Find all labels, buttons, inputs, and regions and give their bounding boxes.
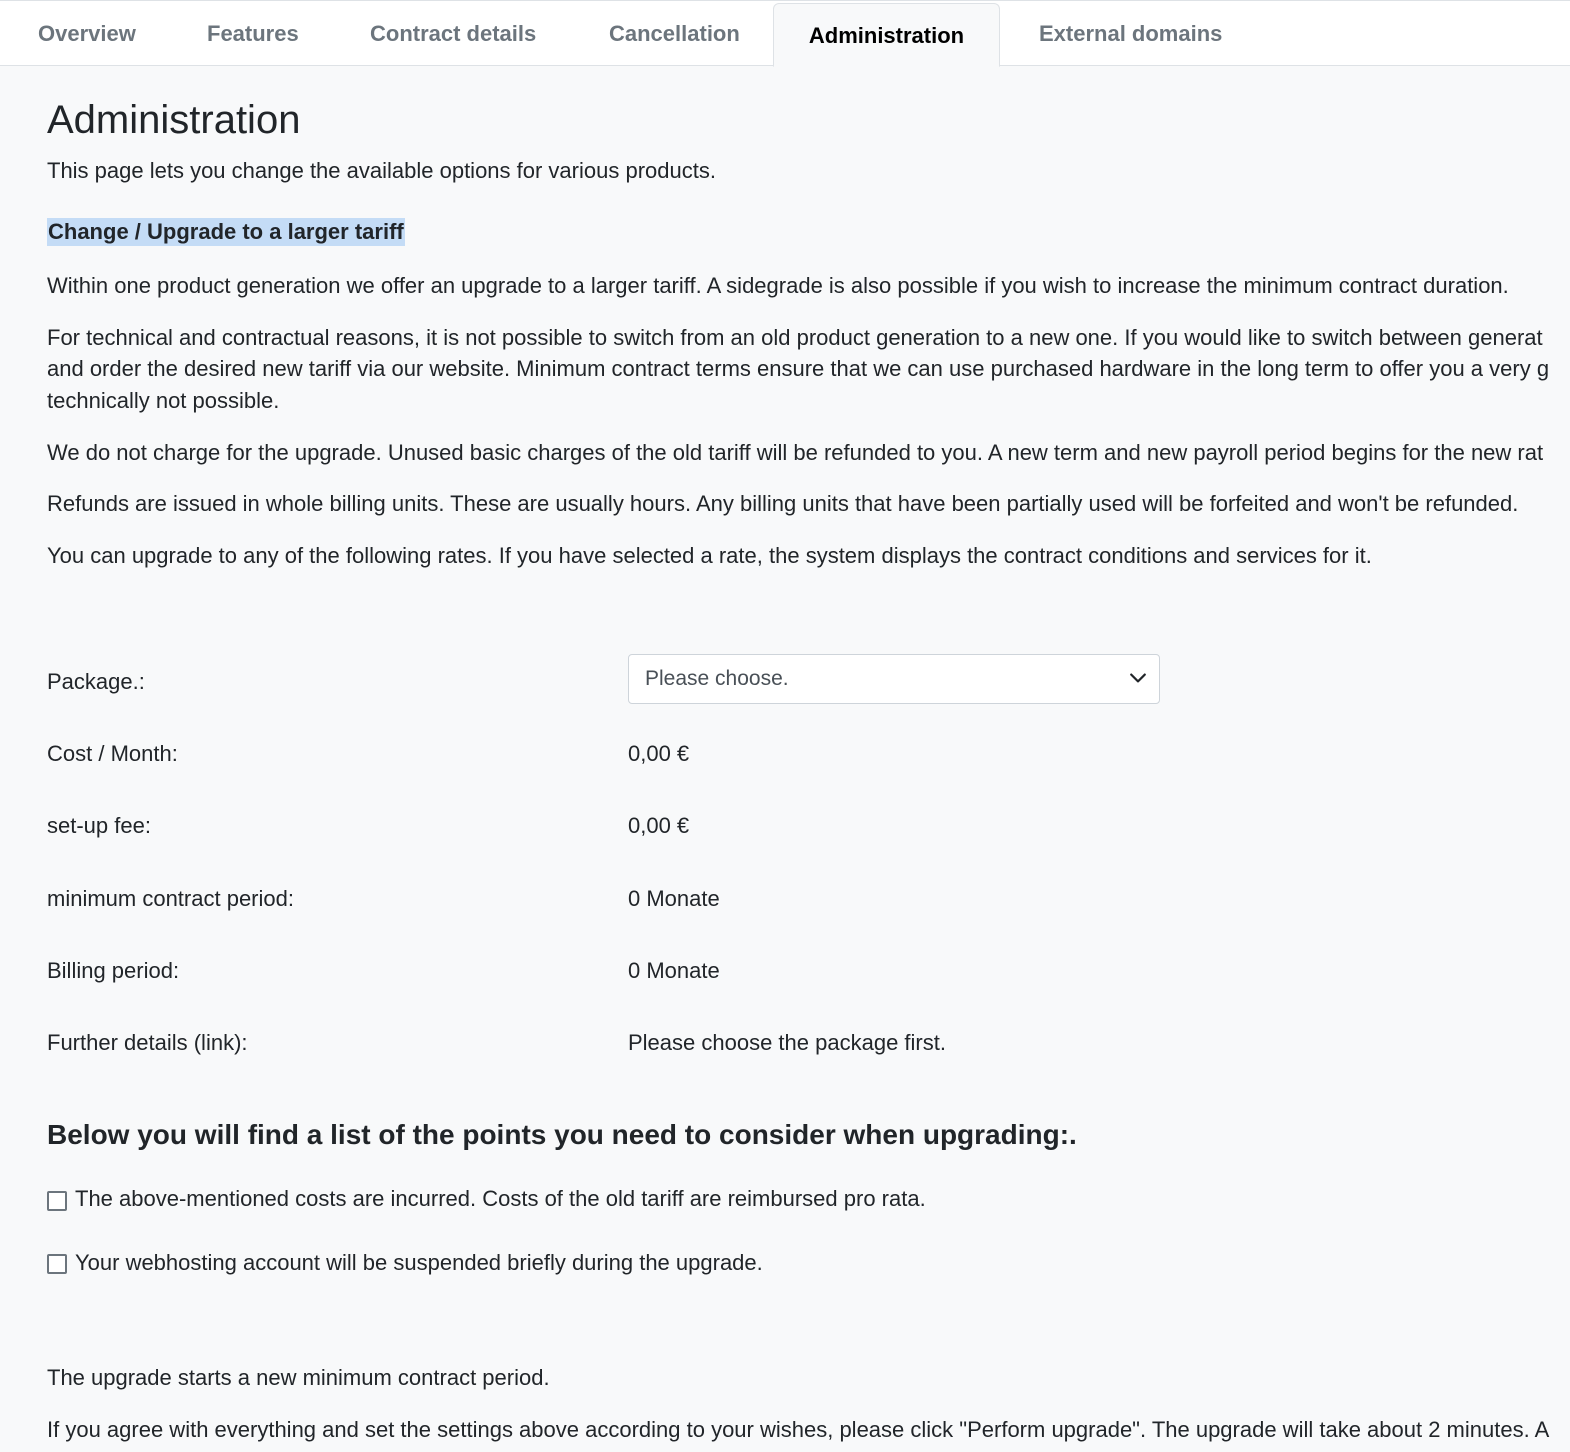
tab-administration[interactable]: Administration — [773, 3, 1000, 67]
consideration-costs-label[interactable]: The above-mentioned costs are incurred. Costs of the old tariff are reimbursed pro rata. — [75, 1186, 926, 1211]
page-title: Administration — [47, 98, 301, 142]
paragraph-upgrade-info: Within one product generation we offer an upgrade to a larger tariff. A sidegrade is also possible if you wish to increase the minimum contract duration. — [47, 273, 1509, 298]
cost-value: 0,00 € — [628, 741, 690, 766]
setup-fee-value: 0,00 € — [628, 813, 690, 838]
billing-period-label: Billing period: — [47, 958, 180, 983]
tab-bar — [0, 0, 1570, 66]
min-period-value: 0 Monate — [628, 886, 720, 911]
considerations-heading: Below you will find a list of the points you need to consider when upgrading:. — [47, 1119, 1077, 1150]
billing-period-value: 0 Monate — [628, 958, 720, 983]
package-label: Package.: — [47, 669, 145, 694]
package-select-value: Please choose. — [645, 667, 789, 690]
consideration-suspension-label[interactable]: Your webhosting account will be suspended briefly during the upgrade. — [75, 1250, 763, 1275]
new-period-note: The upgrade starts a new minimum contract period. — [47, 1365, 550, 1390]
tab-overview[interactable]: Overview — [38, 21, 136, 46]
tab-features[interactable]: Features — [207, 21, 299, 46]
consideration-suspension-checkbox[interactable] — [47, 1254, 67, 1274]
agree-instructions: If you agree with everything and set the settings above according to your wishes, please click "Perform upgrade". The upgrade will take about 2 minutes. A — [47, 1417, 1550, 1442]
page-intro: This page lets you change the available options for various products. — [47, 158, 716, 183]
tab-cancellation[interactable]: Cancellation — [609, 21, 740, 46]
paragraph-rates: You can upgrade to any of the following rates. If you have selected a rate, the system displays the contract conditions and services for it. — [47, 543, 1372, 568]
paragraph-technical-reasons-line1: For technical and contractual reasons, it is not possible to switch from an old product generation to a new one. If you would like to switch between generat — [47, 325, 1543, 350]
min-period-label: minimum contract period: — [47, 886, 294, 911]
paragraph-no-charge: We do not charge for the upgrade. Unused basic charges of the old tariff will be refunded to you. A new term and new payroll period begins for the new rat — [47, 440, 1544, 465]
chevron-down-icon — [1129, 669, 1147, 687]
section-title: Change / Upgrade to a larger tariff — [48, 219, 404, 244]
tab-contract-details[interactable]: Contract details — [370, 21, 537, 46]
paragraph-refunds: Refunds are issued in whole billing units. These are usually hours. Any billing units that have been partially used will be forfeited and won't be refunded. — [47, 491, 1519, 516]
paragraph-technical-reasons-line2: and order the desired new tariff via our website. Minimum contract terms ensure that we can use purchased hardware in the long term to offer you a very g — [47, 356, 1550, 381]
package-select[interactable] — [628, 654, 1160, 704]
consideration-costs-checkbox[interactable] — [47, 1191, 67, 1211]
further-details-value: Please choose the package first. — [628, 1030, 946, 1055]
cost-label: Cost / Month: — [47, 741, 178, 766]
tab-external-domains[interactable]: External domains — [1039, 21, 1223, 46]
further-details-label: Further details (link): — [47, 1030, 248, 1055]
setup-fee-label: set-up fee: — [47, 813, 151, 838]
paragraph-technical-reasons-line3: technically not possible. — [47, 388, 280, 413]
